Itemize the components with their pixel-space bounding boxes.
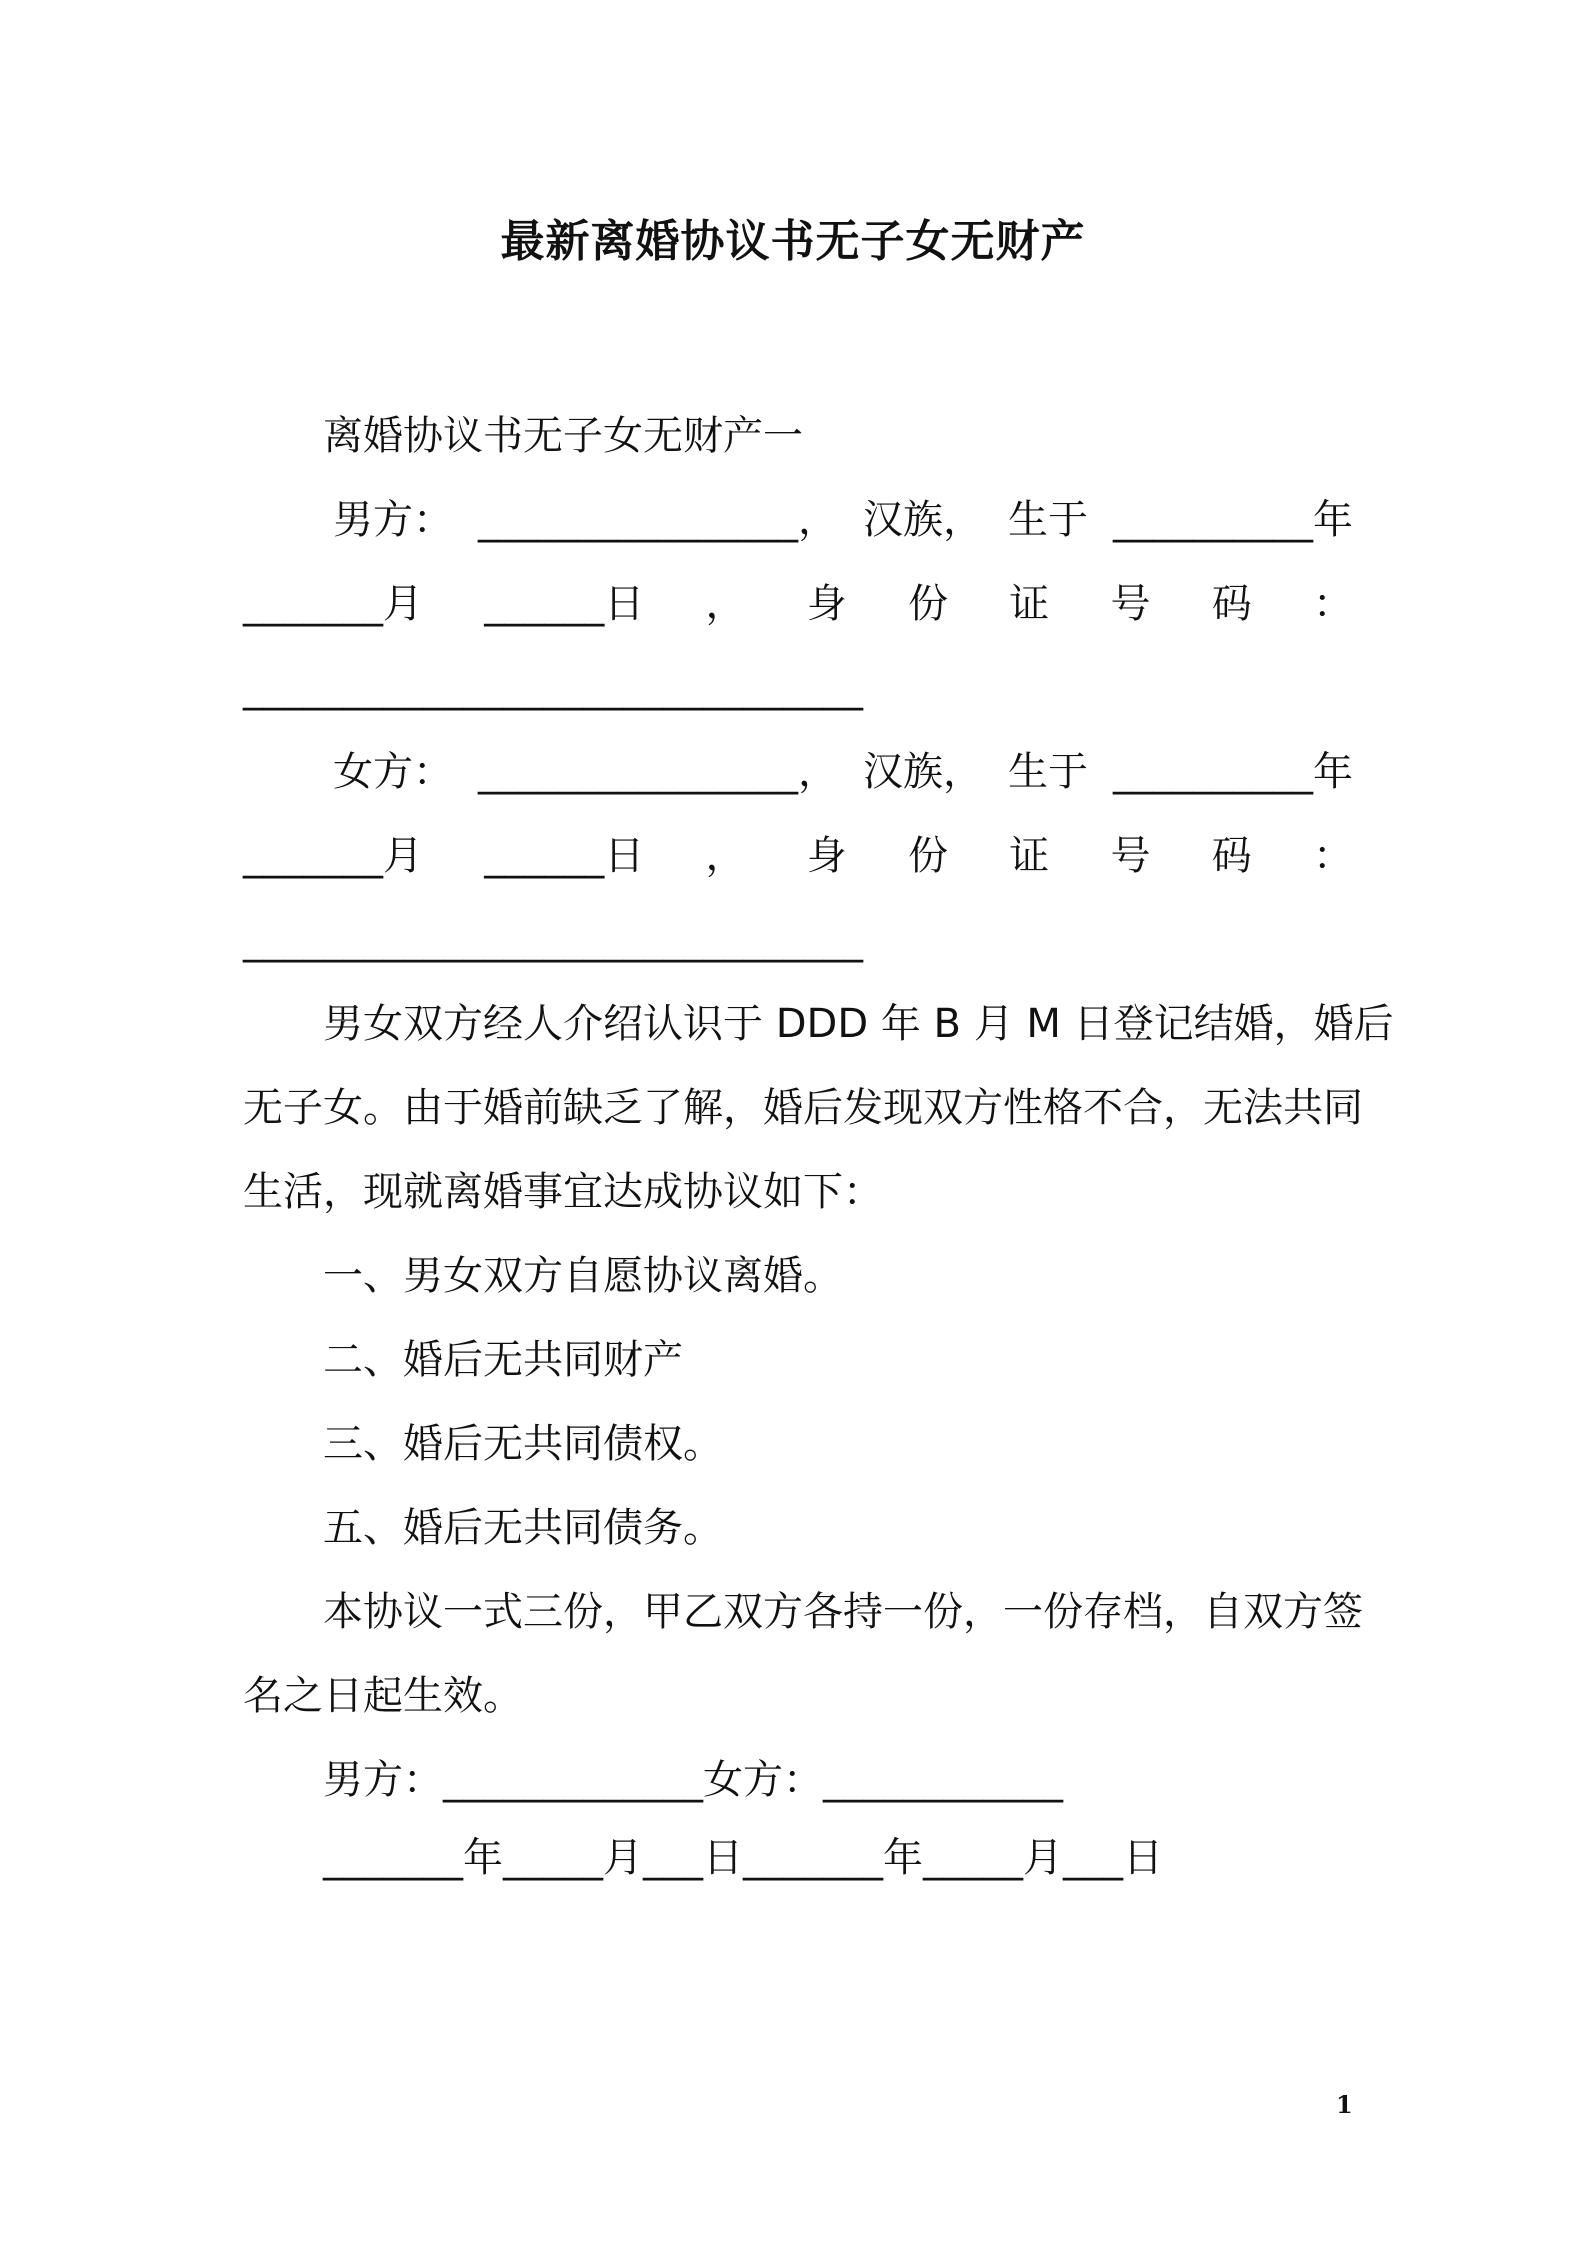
closing-line-1: 本协议一式三份，甲乙双方各持一份，一份存档，自双方签: [323, 1589, 1363, 1635]
male-ethnicity: 汉族，: [863, 497, 983, 543]
intro-line-3: 生活，现就离婚事宜达成协议如下：: [243, 1169, 883, 1215]
male-year-blank: __________年: [1113, 497, 1353, 543]
male-id-blank: _______________________________: [243, 665, 863, 711]
male-name-blank: ________________，: [478, 497, 838, 543]
id-char: 份: [908, 833, 948, 879]
male-party-row-1: [333, 492, 1353, 548]
female-year-blank: __________年: [1113, 749, 1353, 795]
colon: ：: [1313, 581, 1353, 627]
id-char: 号: [1110, 833, 1151, 879]
id-char: 码: [1211, 581, 1252, 627]
female-day-blank: ______日: [484, 833, 645, 879]
female-party-row-2: [243, 828, 1353, 884]
comma: ，: [705, 581, 746, 627]
male-label: 男方：: [333, 497, 453, 543]
subtitle: 离婚协议书无子女无财产一: [323, 413, 803, 459]
female-party-row-1: [333, 744, 1353, 800]
id-char: 证: [1009, 581, 1050, 627]
clause-item: 五、婚后无共同债务。: [323, 1505, 723, 1551]
clause-item: 二、婚后无共同财产: [323, 1337, 683, 1383]
colon: ：: [1313, 833, 1353, 879]
clause-item: 一、男女双方自愿协议离婚。: [323, 1253, 843, 1299]
id-char: 身: [806, 833, 847, 879]
date-line: _______年_____月___日_______年_____月___日: [323, 1835, 1163, 1881]
female-month-blank: _______月: [243, 833, 423, 879]
female-id-blank: _______________________________: [243, 917, 863, 963]
signature-line: 男方：_____________女方：____________: [323, 1757, 1063, 1803]
female-ethnicity: 汉族，: [863, 749, 983, 795]
id-char: 号: [1110, 581, 1151, 627]
document-title: 最新离婚协议书无子女无财产: [500, 216, 1086, 267]
male-month-blank: _______月: [243, 581, 423, 627]
male-born-label: 生于: [1008, 497, 1088, 543]
female-label: 女方：: [333, 749, 453, 795]
female-born-label: 生于: [1008, 749, 1088, 795]
id-char: 码: [1211, 833, 1252, 879]
id-char: 身: [806, 581, 847, 627]
female-name-blank: ________________，: [478, 749, 838, 795]
page-number: 1: [1336, 2090, 1353, 2119]
id-char: 份: [908, 581, 948, 627]
male-party-row-2: [243, 576, 1353, 632]
intro-line-2: 无子女。由于婚前缺乏了解，婚后发现双方性格不合，无法共同: [243, 1085, 1363, 1131]
closing-line-2: 名之日起生效。: [243, 1673, 523, 1719]
id-char: 证: [1009, 833, 1050, 879]
intro-line-1: 男女双方经人介绍认识于 DDD 年 B 月 M 日登记结婚，婚后: [323, 1001, 1394, 1047]
clause-item: 三、婚后无共同债权。: [323, 1421, 723, 1467]
male-day-blank: ______日: [484, 581, 645, 627]
comma: ，: [705, 833, 746, 879]
